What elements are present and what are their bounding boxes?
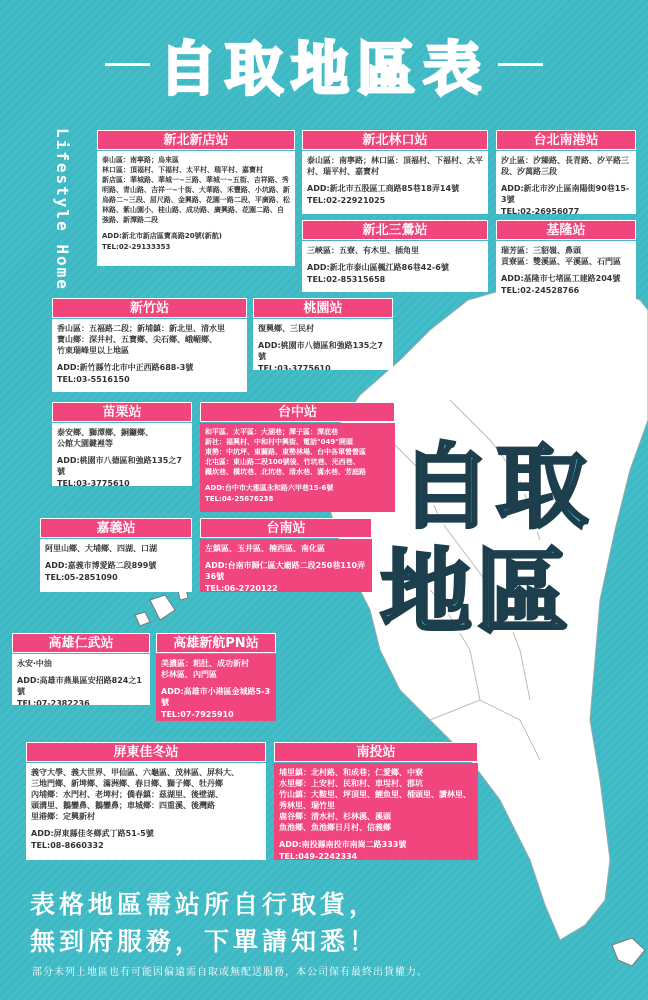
title-line-left — [105, 63, 150, 66]
station-areas: 復興鄉、三民村 — [258, 324, 314, 333]
brand-vertical: Lifestyle Home — [53, 128, 72, 291]
station-card-renwu — [12, 633, 150, 705]
station-body — [200, 423, 395, 512]
station-card-xinhang — [156, 633, 276, 721]
station-name: 新北新店站 — [97, 130, 295, 150]
station-name: 台南站 — [200, 518, 372, 538]
station-tel: TEL:02-22921025 — [307, 196, 386, 205]
station-address: ADD:高雄市燕巢區安招路824之1號 — [17, 676, 142, 696]
station-name: 桃園站 — [253, 298, 393, 318]
header — [0, 0, 648, 110]
footer-line1: 表格地區需站所自行取貨， — [30, 890, 379, 919]
station-address: ADD:台中市大雅區永和路六甲巷15-6號 — [205, 484, 334, 492]
station-areas: 泰山區：南寧路；林口區：頂福村、下福村、太平村、瑞平村、嘉寶村 — [307, 156, 483, 176]
station-name: 南投站 — [274, 742, 478, 762]
station-name: 新北林口站 — [302, 130, 488, 150]
station-address: ADD:高雄市小港區金城路5-3號 — [161, 687, 271, 707]
station-areas: 義守大學、義大世界、甲仙區、六龜區、茂林區、屏科大、 三地門鄉、新埤鄉、滿洲鄉、春日鄉、獅子鄉、牡丹鄉 內埔鄉：水門村、老埤村；僑春鎮：茲湖里、後壁湖、 頭溝里、鵝鑾鼻、鵝鑾鼻；車城鄉：四重溪、後灣路 里港鄉：定興新村 — [31, 768, 239, 821]
page-title: 自取地區表 — [158, 35, 489, 103]
station-body — [26, 763, 266, 860]
station-tel: TEL:05-2851090 — [45, 573, 118, 582]
station-name: 苗栗站 — [52, 402, 192, 422]
big-text-line1: 自取 — [400, 434, 593, 541]
station-areas: 瑞芳區：三貂嶺、鼻頭 貢寮區：雙溪區、平溪區、石門區 — [501, 246, 621, 266]
station-name: 台北南港站 — [496, 130, 636, 150]
station-address: ADD:南投縣南投市南崗二路333號 — [279, 840, 407, 849]
big-text-line2: 地區 — [380, 539, 573, 646]
station-card-taichung — [200, 402, 395, 512]
station-tel: TEL:03-3775610 — [258, 364, 331, 370]
station-card-nangang — [496, 130, 636, 214]
station-name: 高雄新航PN站 — [156, 633, 276, 653]
station-tel: TEL:02-26956077 — [501, 207, 580, 214]
station-tel: TEL:04-25676238 — [205, 495, 274, 503]
station-tel: TEL:02-24528766 — [501, 286, 580, 295]
station-tel: TEL:02-85315658 — [307, 275, 386, 284]
station-tel: TEL:08-8660332 — [31, 841, 104, 850]
station-body — [97, 151, 295, 266]
station-address: ADD:新北市汐止區南陽街90巷15-3號 — [501, 184, 630, 204]
station-name: 高雄仁武站 — [12, 633, 150, 653]
station-tel: TEL:03-3775610 — [57, 479, 130, 486]
station-areas: 美濃區：耜肚、成功新村 杉林區、內門區 — [161, 659, 249, 679]
station-areas: 和平區、太平區：大湖巷；潭子區：潭底巷 新社：福興村、中和村中興街、電話"049"開頭 東勢：中坑坪、東關路、東勢林場、台中各軍營營區 北屯區：東山路二段100號後、竹坑巷、光西巷、 鐵坎巷、橫坑巷、北坑巷、清水巷、滿水巷、芳庭路 — [205, 428, 366, 476]
station-card-xindian — [97, 130, 295, 266]
station-address: ADD:新北市新店區寶高路20號(新航) — [102, 232, 222, 240]
station-tel: TEL:06-2720122 — [205, 584, 278, 592]
footer-line2: 無到府服務，下單請知悉！ — [30, 927, 379, 956]
station-address: ADD:新北市泰山區楓江路86巷42-6號 — [307, 263, 449, 272]
station-areas: 汐止區：汐臻路、長青路、汐平路三段、汐萬路三段 — [501, 156, 629, 176]
station-address: ADD:基隆市七堵區工建路204號 — [501, 274, 621, 283]
station-name: 基隆站 — [496, 220, 636, 240]
station-card-linkou — [302, 130, 488, 214]
station-areas: 阿里山鄉、大埔鄉、四湖、口湖 — [45, 544, 157, 553]
station-body — [274, 763, 478, 860]
station-card-nantou — [274, 742, 478, 860]
station-body — [52, 423, 192, 486]
station-card-miaoli — [52, 402, 192, 486]
station-card-tainan — [200, 518, 372, 592]
station-card-keelung — [496, 220, 636, 304]
station-name: 台中站 — [200, 402, 395, 422]
station-areas: 香山區：五福路二段；新埔鎮：新北里、清水里 寶山鄉：深井村、五寶鄉、尖石鄉、峨嵋鄉、 竹東瑞峰里以上地區 — [57, 324, 225, 355]
station-body — [156, 654, 276, 721]
station-body — [496, 241, 636, 304]
station-card-sanying — [302, 220, 488, 292]
station-address: ADD:新北市五股區工商路85巷18弄14號 — [307, 184, 460, 193]
station-address: ADD:新竹縣竹北市中正西路688-3號 — [57, 363, 194, 372]
station-tel: TEL:07-7925910 — [161, 710, 234, 719]
station-body — [496, 151, 636, 214]
station-body — [200, 539, 372, 592]
station-address: ADD:桃園市八德區和強路135之7號 — [57, 456, 182, 476]
station-card-pingtung — [26, 742, 266, 860]
station-tel: TEL:049-2242334 — [279, 852, 358, 860]
station-areas: 泰山區：南寧路；烏來區 林口區：頂福村、下福村、太平村、瑞平村、嘉寶村 新店區：華城路、華城一~三路、華城一~五街、吉祥路、秀明路、青山路、吉祥一~十街、大華路、禾豐路、小坑路、新烏路二~三段、屈尺路、金興路、花園一路二段、平廣路、松林路、紫山園小、桂山路、成功路、廣興路、花園二路、自強路、新潭路二段 — [102, 156, 290, 224]
station-card-chiayi — [40, 518, 192, 592]
station-name: 新北三鶯站 — [302, 220, 488, 240]
station-body — [302, 151, 488, 214]
station-address: ADD:桃園市八德區和強路135之7號 — [258, 341, 383, 361]
station-address: ADD:屏東縣佳冬鄉武丁路51-5號 — [31, 829, 154, 838]
station-name: 屏東佳冬站 — [26, 742, 266, 762]
station-body — [253, 319, 393, 370]
station-tel: TEL:03-5516150 — [57, 375, 130, 384]
station-body — [40, 539, 192, 592]
station-address: ADD:嘉義市博愛路二段899號 — [45, 561, 157, 570]
station-tel: TEL:07-2382236 — [17, 699, 90, 705]
station-areas: 泰安鄉、獅潭鄉、銅鑼鄉、 公館大園鍵裡等 — [57, 428, 153, 448]
station-name: 嘉義站 — [40, 518, 192, 538]
station-areas: 三峽區：五寮、有木里、插角里 — [307, 246, 419, 255]
station-areas: 永安‧中油 — [17, 659, 52, 668]
station-areas: 左鎮區、玉井區、楠西區、南化區 — [205, 544, 325, 553]
station-body — [302, 241, 488, 292]
station-address: ADD:台南市歸仁區大廟路二段250巷110弄36號 — [205, 561, 366, 581]
title-line-right — [498, 63, 543, 66]
station-name: 新竹站 — [52, 298, 247, 318]
station-tel: TEL:02-29133353 — [102, 243, 171, 251]
station-body — [12, 654, 150, 705]
station-areas: 埔里鎮：北村路、和成巷；仁愛鄉、中寮 水里鄉：上安村、民和村、車埕村、郡坑 竹山鎮：大鞍里、坪頂里、鯉魚里、桶頭里、讚林里、 秀林里、瑞竹里 鹿谷鄉：清水村、杉林溪、溪頭 魚池鄉、魚池鄉日月村、信義鄉 — [279, 768, 471, 832]
station-card-hsinchu — [52, 298, 247, 392]
station-body — [52, 319, 247, 392]
footer-note: 部分未列上地區也有可能因偏遠需自取或無配送服務，本公司保有最終出貨權力。 — [32, 967, 428, 978]
station-card-taoyuan — [253, 298, 393, 370]
